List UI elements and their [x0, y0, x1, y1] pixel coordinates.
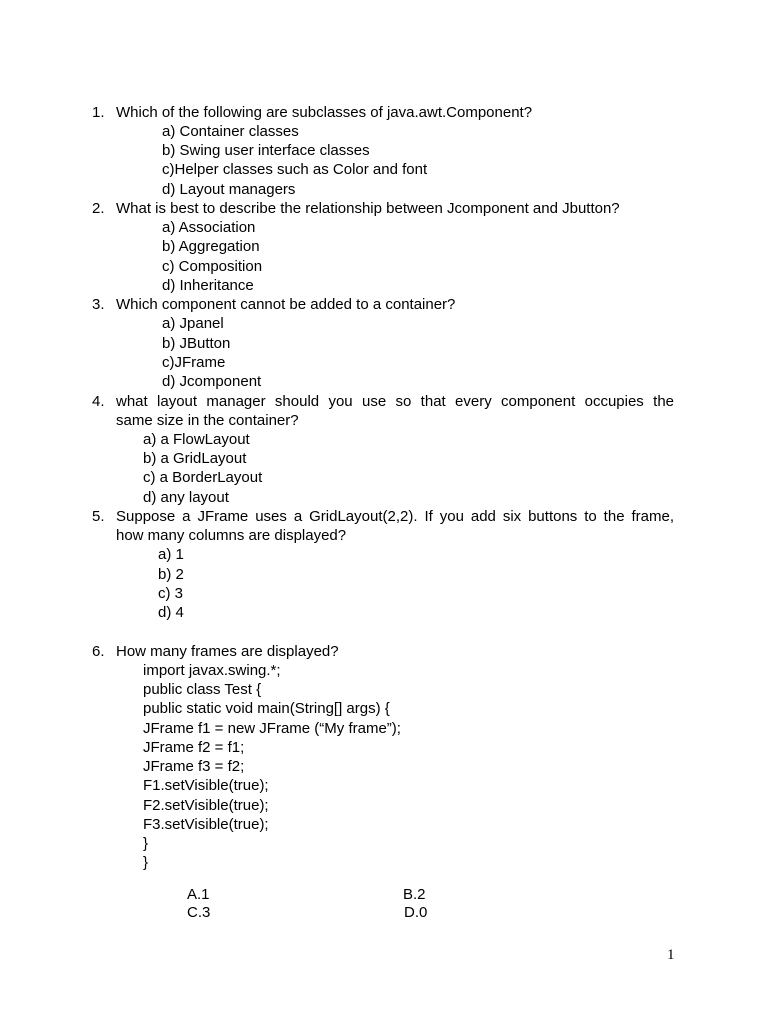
answer-b: B.2 — [403, 886, 426, 903]
code-line: JFrame f3 = f2; — [143, 758, 245, 775]
option-d: d) any layout — [143, 489, 229, 506]
question-text: What is best to describe the relationship between Jcomponent and Jbutton? — [116, 200, 620, 217]
code-line: F3.setVisible(true); — [143, 816, 269, 833]
answer-c: C.3 — [187, 904, 211, 921]
question-text-line-1: Suppose a JFrame uses a GridLayout(2,2). If you add six buttons to the frame, — [116, 508, 674, 525]
code-line: } — [143, 854, 149, 871]
option-d: d) Jcomponent — [162, 373, 262, 390]
question-text-line-2: how many columns are displayed? — [116, 527, 347, 544]
code-line: public class Test { — [143, 681, 262, 698]
question-number: 3. — [92, 296, 105, 313]
option-a: a) 1 — [158, 546, 184, 563]
question-number: 6. — [92, 643, 105, 660]
code-line: JFrame f2 = f1; — [143, 739, 245, 756]
question-text-line-1: what layout manager should you use so that every component occupies the — [116, 393, 674, 410]
option-d: d) 4 — [158, 604, 184, 621]
question-number: 1. — [92, 104, 105, 121]
question-text: How many frames are displayed? — [116, 643, 339, 660]
option-a: a) Container classes — [162, 123, 299, 140]
answer-a: A.1 — [187, 886, 210, 903]
option-c: c) Composition — [162, 258, 263, 275]
code-line: F1.setVisible(true); — [143, 777, 269, 794]
option-b: b) 2 — [158, 566, 184, 583]
question-number: 4. — [92, 393, 105, 410]
option-c: c)Helper classes such as Color and font — [162, 161, 428, 178]
option-a: a) Jpanel — [162, 315, 224, 332]
question-number: 5. — [92, 508, 105, 525]
option-d: d) Inheritance — [162, 277, 254, 294]
option-c: c) a BorderLayout — [143, 469, 263, 486]
question-number: 2. — [92, 200, 105, 217]
option-b: b) Aggregation — [162, 238, 260, 255]
option-a: a) a FlowLayout — [143, 431, 250, 448]
code-line: JFrame f1 = new JFrame (“My frame”); — [143, 720, 401, 737]
question-text: Which component cannot be added to a container? — [116, 296, 456, 313]
option-b: b) a GridLayout — [143, 450, 247, 467]
option-d: d) Layout managers — [162, 181, 296, 198]
page-number: 1 — [667, 947, 675, 963]
question-text-line-2: same size in the container? — [116, 412, 299, 429]
code-line: } — [143, 835, 149, 852]
option-c: c)JFrame — [162, 354, 226, 371]
option-a: a) Association — [162, 219, 256, 236]
option-b: b) Swing user interface classes — [162, 142, 370, 159]
answer-d: D.0 — [404, 904, 428, 921]
code-line: import javax.swing.*; — [143, 662, 281, 679]
option-b: b) JButton — [162, 335, 231, 352]
code-line: F2.setVisible(true); — [143, 797, 269, 814]
question-text: Which of the following are subclasses of java.awt.Component? — [116, 104, 533, 121]
option-c: c) 3 — [158, 585, 184, 602]
code-line: public static void main(String[] args) { — [143, 700, 390, 717]
